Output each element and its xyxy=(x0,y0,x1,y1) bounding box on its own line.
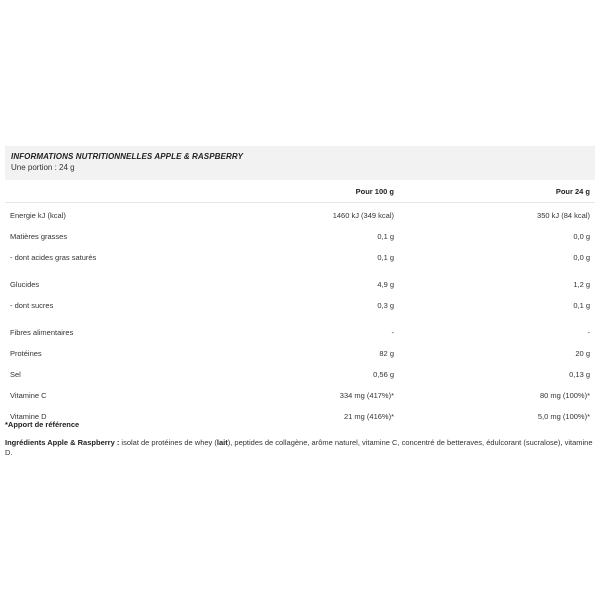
nutrition-header xyxy=(5,146,595,180)
value-per100: 0,1 g xyxy=(377,232,394,241)
value-per24: 80 mg (100%)* xyxy=(539,391,590,400)
value-per24: 5,0 mg (100%)* xyxy=(537,412,590,421)
nutrient-name: Fibres alimentaires xyxy=(10,328,74,337)
value-per100: 0,56 g xyxy=(373,370,394,379)
table-header-row xyxy=(5,180,595,203)
value-per100: 0,3 g xyxy=(377,301,394,310)
ingredients-part1: isolat de protéines de whey ( xyxy=(119,438,217,447)
table-row-vitamin-d xyxy=(5,406,595,427)
nutrition-card xyxy=(5,146,595,427)
value-per100: 1460 kJ (349 kcal) xyxy=(332,211,394,220)
nutrition-title: INFORMATIONS NUTRITIONNELLES APPLE & RASPBERRY xyxy=(11,152,244,161)
value-per100: 0,1 g xyxy=(377,253,394,262)
nutrient-name: Sel xyxy=(10,370,21,379)
column-header-nutrient xyxy=(5,180,255,203)
value-per24: 0,1 g xyxy=(573,301,590,310)
nutrient-name: Matières grasses xyxy=(10,232,68,241)
value-per100: - xyxy=(391,328,394,337)
ingredients-part2: ), peptides de collagène, arôme naturel, vitamine C, concentré de betteraves, édulcorant (sucralose), vitamine D. xyxy=(5,438,593,457)
value-per100: 21 mg (416%)* xyxy=(343,412,394,421)
column-header-per100: Pour 100 g xyxy=(255,180,394,203)
value-per100: 334 mg (417%)* xyxy=(339,391,394,400)
nutrient-name: - dont acides gras saturés xyxy=(10,253,97,262)
value-per100: 4,9 g xyxy=(377,280,394,289)
column-header-per24: Pour 24 g xyxy=(394,180,595,203)
table-row-carbohydrates xyxy=(5,274,595,295)
table-row-energy xyxy=(5,203,595,227)
nutrient-name: - dont sucres xyxy=(10,301,54,310)
nutrient-name: Energie kJ (kcal) xyxy=(10,211,66,220)
ingredients-text xyxy=(5,438,595,458)
value-per100: 82 g xyxy=(379,349,394,358)
table-row-vitamin-c xyxy=(5,385,595,406)
value-per24: 0,13 g xyxy=(569,370,590,379)
nutrition-table xyxy=(5,180,595,427)
value-per24: - xyxy=(587,328,590,337)
value-per24: 1,2 g xyxy=(573,280,590,289)
value-per24: 350 kJ (84 kcal) xyxy=(537,211,590,220)
table-row-salt xyxy=(5,364,595,385)
value-per24: 0,0 g xyxy=(573,232,590,241)
table-row-protein xyxy=(5,343,595,364)
reference-footnote: *Apport de référence xyxy=(5,420,80,429)
nutrient-name: Protéines xyxy=(10,349,42,358)
nutrient-name: Vitamine D xyxy=(10,412,47,421)
nutrient-name: Vitamine C xyxy=(10,391,47,400)
table-row-fibre xyxy=(5,322,595,343)
nutrient-name: Glucides xyxy=(10,280,40,289)
value-per24: 0,0 g xyxy=(573,253,590,262)
portion-size: Une portion : 24 g xyxy=(11,163,75,172)
value-per24: 20 g xyxy=(575,349,590,358)
allergen-text: lait xyxy=(216,438,228,447)
table-row-saturated-fat xyxy=(5,247,595,268)
table-row-fat xyxy=(5,226,595,247)
ingredients-label: Ingrédients Apple & Raspberry : xyxy=(5,438,120,447)
table-row-sugars xyxy=(5,295,595,316)
